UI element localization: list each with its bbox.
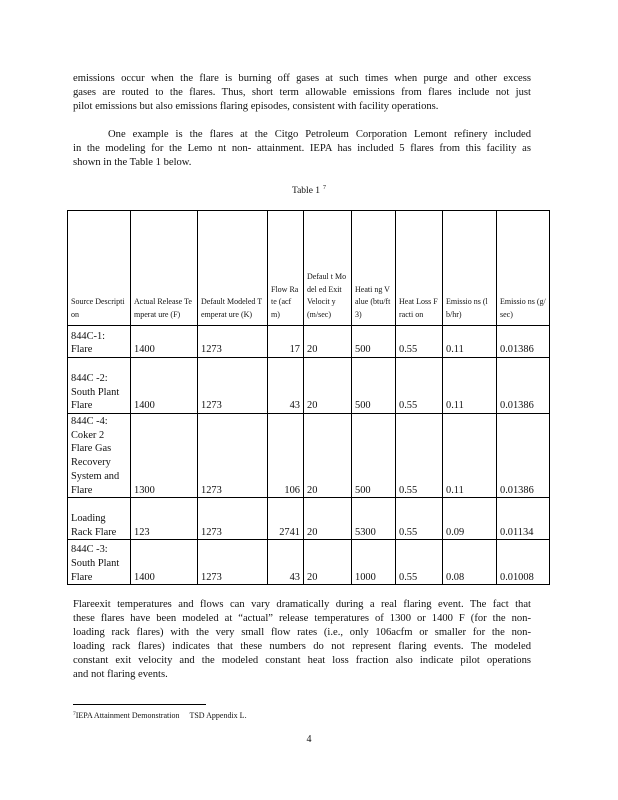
cell-emissions-lbhr: 0.11 [443, 326, 497, 358]
cell-actual-temp: 1400 [131, 540, 198, 585]
cell-emissions-gsec: 0.01386 [497, 358, 550, 414]
cell-flow-rate: 43 [268, 540, 304, 585]
cell-emissions-gsec: 0.01386 [497, 326, 550, 358]
cell-flow-rate: 17 [268, 326, 304, 358]
text-line: constant exit velocity and the modeled constant heat loss fraction also indicate pilot operations [73, 655, 531, 666]
footnote-number: 7 [73, 711, 76, 717]
text-line: and not flaring events. [73, 669, 168, 680]
cell-exit-velocity: 20 [304, 358, 352, 414]
cell-heat-loss: 0.55 [396, 414, 443, 498]
cell-exit-velocity: 20 [304, 498, 352, 540]
table-header-row [68, 211, 550, 326]
cell-exit-velocity: 20 [304, 414, 352, 498]
footnote [73, 711, 247, 720]
cell-modeled-temp: 1273 [198, 498, 268, 540]
cell-heating-value: 500 [352, 358, 396, 414]
cell-actual-temp: 1300 [131, 414, 198, 498]
footnote-reference: 7 [323, 185, 327, 191]
cell-emissions-gsec: 0.01386 [497, 414, 550, 498]
cell-actual-temp: 1400 [131, 326, 198, 358]
footnote-appendix: TSD Appendix L. [189, 711, 247, 720]
cell-heating-value: 5300 [352, 498, 396, 540]
cell-exit-velocity: 20 [304, 540, 352, 585]
cell-heat-loss: 0.55 [396, 498, 443, 540]
column-header: Emissio ns (lb/hr) [443, 211, 497, 326]
text-line: gases are routed to the flares. Thus, short term allowable emissions from flares include not just [73, 87, 531, 98]
text-line: in the modeling for the Lemo nt non- attainment. IEPA has included 5 flares from this facility as [73, 143, 531, 154]
cell-modeled-temp: 1273 [198, 414, 268, 498]
column-header: Actual Release Temperat ure (F) [131, 211, 198, 326]
cell-source: 844C -4: Coker 2 Flare Gas Recovery System and Flare [68, 414, 131, 498]
cell-modeled-temp: 1273 [198, 326, 268, 358]
cell-exit-velocity: 20 [304, 326, 352, 358]
cell-source: 844C-1: Flare [68, 326, 131, 358]
page-number: 4 [306, 734, 312, 745]
text-line: pilot emissions but also emissions flaring episodes, consistent with facility operations. [73, 101, 439, 112]
table-row [68, 540, 550, 585]
cell-heating-value: 1000 [352, 540, 396, 585]
table-caption [0, 185, 618, 196]
text-line: emissions occur when the flare is burning off gases at such times when purge and other excess [73, 73, 531, 84]
table-row [68, 414, 550, 498]
cell-emissions-lbhr: 0.08 [443, 540, 497, 585]
text-line: these flares have been modeled at “actual” release temperatures of 1300 or 1400 F (for the non- [73, 613, 531, 624]
column-header: Heat Loss Fracti on [396, 211, 443, 326]
column-header: Flow Rate (acf m) [268, 211, 304, 326]
text-line: loading rack flares) with the very small flow rates (i.e., only 106acfm or smaller for the non- [73, 627, 531, 638]
table-caption-label: Table 1 [291, 186, 321, 196]
cell-emissions-gsec: 0.01134 [497, 498, 550, 540]
column-header: Defaul t Model ed Exit Velocit y (m/sec) [304, 211, 352, 326]
cell-emissions-gsec: 0.01008 [497, 540, 550, 585]
cell-source: 844C -3: South Plant Flare [68, 540, 131, 585]
cell-emissions-lbhr: 0.09 [443, 498, 497, 540]
cell-modeled-temp: 1273 [198, 540, 268, 585]
cell-heating-value: 500 [352, 414, 396, 498]
cell-emissions-lbhr: 0.11 [443, 358, 497, 414]
column-header: Heati ng Value (btu/ft 3) [352, 211, 396, 326]
cell-heat-loss: 0.55 [396, 358, 443, 414]
column-header: Emissio ns (g/sec) [497, 211, 550, 326]
text-line: Flareexit temperatures and flows can vary dramatically during a real flaring event. The fact that [73, 599, 531, 610]
paragraph-emissions-intro [73, 72, 531, 114]
cell-source: Loading Rack Flare [68, 498, 131, 540]
cell-flow-rate: 2741 [268, 498, 304, 540]
table-row [68, 326, 550, 358]
text-line: loading rack flares) indicates that these numbers do not represent flaring events. The modeled [73, 641, 531, 652]
cell-heating-value: 500 [352, 326, 396, 358]
cell-heat-loss: 0.55 [396, 540, 443, 585]
column-header: Source Descripti on [68, 211, 131, 326]
paragraph-citgo-example [73, 128, 531, 170]
column-header: Default Modeled Temperat ure (K) [198, 211, 268, 326]
cell-flow-rate: 106 [268, 414, 304, 498]
cell-actual-temp: 1400 [131, 358, 198, 414]
cell-actual-temp: 123 [131, 498, 198, 540]
cell-source: 844C -2: South Plant Flare [68, 358, 131, 414]
flare-emissions-table [67, 210, 550, 585]
text-line: One example is the flares at the Citgo Petroleum Corporation Lemont refinery included [108, 129, 531, 140]
footnote-source: IEPA Attainment Demonstration [75, 711, 180, 720]
paragraph-flare-analysis [73, 598, 531, 682]
table-row [68, 498, 550, 540]
cell-modeled-temp: 1273 [198, 358, 268, 414]
text-line: shown in the Table 1 below. [73, 157, 192, 168]
footnote-divider [73, 704, 206, 705]
cell-heat-loss: 0.55 [396, 326, 443, 358]
table-row [68, 358, 550, 414]
cell-emissions-lbhr: 0.11 [443, 414, 497, 498]
cell-flow-rate: 43 [268, 358, 304, 414]
